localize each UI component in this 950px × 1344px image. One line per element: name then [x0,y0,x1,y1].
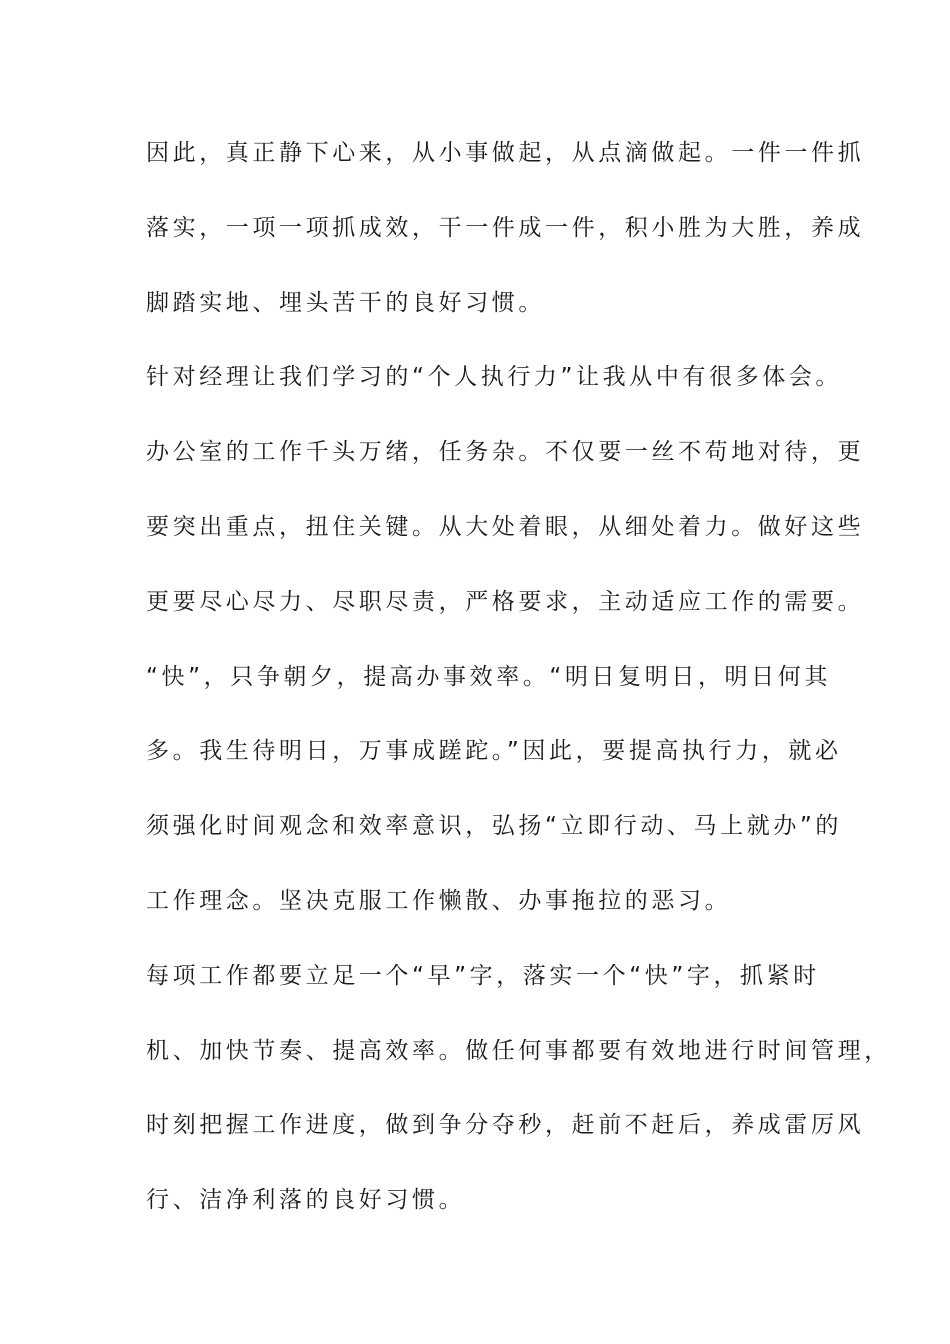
text-line: 时刻把握工作进度，做到争分夺秒，赶前不赶后，养成雷厉风 [146,1112,865,1139]
text-line: 要突出重点，扭住关键。从大处着眼，从细处着力。做好这些 [146,513,865,540]
text-line: “快”，只争朝夕，提高办事效率。“明日复明日，明日何其 [146,663,831,690]
text-line: 落实，一项一项抓成效，干一件成一件，积小胜为大胜，养成 [146,214,865,241]
text-line: 每项工作都要立足一个“早”字，落实一个“快”字，抓紧时 [146,962,820,989]
text-line: 多。我生待明日，万事成蹉跎。”因此，要提高执行力，就必 [146,738,842,765]
text-line: 办公室的工作千头万绪，任务杂。不仅要一丝不苟地对待，更 [146,439,865,466]
text-line: 更要尽心尽力、尽职尽责，严格要求，主动适应工作的需要。 [146,588,865,615]
text-line: 脚踏实地、埋头苦干的良好习惯。 [146,289,545,316]
text-line: 须强化时间观念和效率意识，弘扬“立即行动、马上就办”的 [146,813,843,840]
text-line: 因此，真正静下心来，从小事做起，从点滴做起。一件一件抓 [146,140,865,166]
text-line: 机、加快节奏、提高效率。做任何事都要有效地进行时间管理， [146,1037,891,1064]
text-line: 针对经理让我们学习的“个人执行力”让我从中有很多体会。 [146,364,843,391]
text-line: 行、洁净利落的良好习惯。 [146,1187,466,1214]
body-text [146,129,891,1251]
text-line: 工作理念。坚决克服工作懒散、办事拖拉的恶习。 [146,887,732,914]
